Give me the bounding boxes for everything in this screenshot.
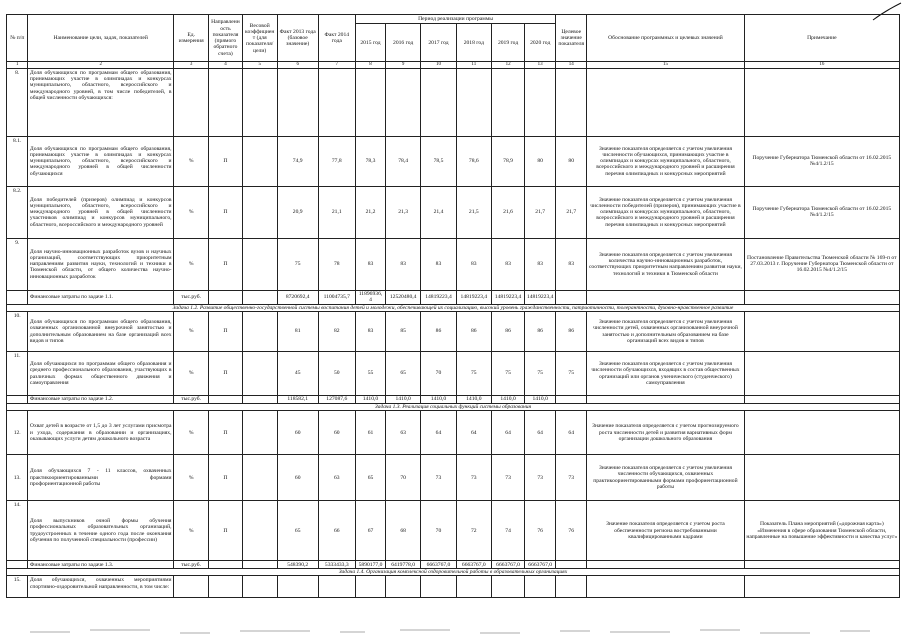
row-unit: %	[174, 455, 209, 501]
finance-2020: 6663767,0	[525, 561, 556, 569]
finance-2014: 127087,6	[318, 396, 355, 404]
row-name: Доля обучающихся 7 - 11 классов, охваченных практикоориентированными формами профориентационной работы	[28, 455, 174, 501]
row-2017: 73	[421, 455, 456, 501]
row-2019: 21,6	[491, 186, 524, 238]
finance-label: Финансовые затраты по задаче 1.1.	[28, 290, 174, 304]
row-no: 8.1.	[7, 136, 28, 186]
row-fact-2014: 21,1	[318, 186, 355, 238]
row-2017	[421, 576, 456, 598]
row-note	[744, 352, 899, 396]
row-rationale: Значение показателя определяется с учетом увеличения численности обучающихся, охваченных практикоориентированными формами профориентационной работы	[587, 455, 744, 501]
task-row-1-4	[7, 569, 900, 576]
row-unit	[174, 68, 209, 136]
row-rationale	[587, 576, 744, 598]
row-2019: 75	[491, 352, 524, 396]
header-target: Целевое значение показателя	[556, 15, 587, 62]
row-2019: 86	[491, 312, 524, 352]
row-2017: 86	[421, 312, 456, 352]
row-no: 11.	[7, 352, 28, 396]
row-fact-2013: 74,9	[277, 136, 318, 186]
row-unit: %	[174, 238, 209, 290]
row-weight	[242, 455, 277, 501]
index-cell: 12	[491, 62, 524, 69]
header-year-2016: 2016 год	[385, 24, 420, 62]
row-unit: %	[174, 352, 209, 396]
header-year-2015: 2015 год	[356, 24, 386, 62]
finance-2013: 548390,2	[277, 561, 318, 569]
row-weight	[242, 238, 277, 290]
finance-2016: 6419778,0	[385, 561, 420, 569]
row-2017: 70	[421, 352, 456, 396]
index-cell: 2	[28, 62, 174, 69]
finance-2017: 6663767,0	[421, 561, 456, 569]
row-weight	[242, 136, 277, 186]
header-year-2017: 2017 год	[421, 24, 456, 62]
header-rationale: Обоснование программных и целевых значений	[587, 15, 744, 62]
row-note	[744, 411, 899, 455]
row-direction: П	[209, 455, 242, 501]
row-direction: П	[209, 186, 242, 238]
task-row-1-3	[7, 404, 900, 411]
finance-unit: тыс.руб.	[174, 561, 209, 569]
finance-blank	[587, 290, 744, 304]
finance-blank	[7, 561, 28, 569]
row-target: 83	[556, 238, 587, 290]
row-2020: 73	[525, 455, 556, 501]
row-2018: 21,5	[456, 186, 491, 238]
finance-2019: 6663767,0	[491, 561, 524, 569]
row-weight	[242, 352, 277, 396]
row-name: Доля обучающихся, охваченных мероприятиями спортивно-оздоровительной направленности, в том числе:	[28, 576, 174, 598]
finance-unit: тыс.руб.	[174, 396, 209, 404]
table-row	[7, 238, 900, 290]
finance-label: Финансовые затраты по задаче 1.3.	[28, 561, 174, 569]
row-direction	[209, 576, 242, 598]
finance-row-task-1-2	[7, 396, 900, 404]
row-rationale: Значение показателя определяется с учетом увеличения численности обучающихся, входящих в состав общественных организаций или органов ученического (студенческого) самоуправления	[587, 352, 744, 396]
row-note: Постановление Правительства Тюменской области № 169-п от 27.03.2013 г. Поручение Губернатора Тюменской области от 16.02.2015 №4/1.2/15	[744, 238, 899, 290]
finance-2020: 1410,0	[525, 396, 556, 404]
row-fact-2013: 60	[277, 455, 318, 501]
row-rationale: Значение показателя определяется с учетом увеличения количества научно-инновационных разработок, соответствующих приоритетным направлениям развития науки, технологий и техники в Тюменской области	[587, 238, 744, 290]
table-row	[7, 352, 900, 396]
row-fact-2013: 65	[277, 501, 318, 561]
row-2015: 78,3	[356, 136, 386, 186]
row-fact-2014	[318, 68, 355, 136]
task-title: Задача 1.2. Развитие общественно-государственной системы воспитания детей и молодежи, обеспечивающей их социализацию, высокий уровень гражданственности, патриотичности, толерантности, духовно-нравственное развитие	[7, 304, 900, 311]
header-year-2018: 2018 год	[456, 24, 491, 62]
row-target: 21,7	[556, 186, 587, 238]
finance-blank	[7, 290, 28, 304]
row-no: 15.	[7, 576, 28, 598]
finance-2013: 118582,1	[277, 396, 318, 404]
row-2015: 21,2	[356, 186, 386, 238]
finance-2015: 11896936,4	[356, 290, 386, 304]
scan-artifact-decoration	[0, 622, 905, 640]
row-2015: 65	[356, 455, 386, 501]
row-note: Поручение Губернатора Тюменской области от 16.02.2015 №4/1.2/15	[744, 186, 899, 238]
row-2015	[356, 576, 386, 598]
finance-2015: 1410,0	[356, 396, 386, 404]
row-target: 80	[556, 136, 587, 186]
row-fact-2013: 60	[277, 411, 318, 455]
row-2015: 83	[356, 312, 386, 352]
row-2015: 61	[356, 411, 386, 455]
row-2018: 78,6	[456, 136, 491, 186]
finance-label: Финансовые затраты по задаче 1.2.	[28, 396, 174, 404]
finance-unit: тыс.руб.	[174, 290, 209, 304]
row-direction: П	[209, 136, 242, 186]
row-name: Доля обучающихся по программам общего образования, принимающих участие в олимпиадах и конкурсах муниципального, областного, всероссийского и международного уровней в общей численности обучающихся	[28, 136, 174, 186]
row-note: Показатель Плана мероприятий («дорожная карта») «Изменения в сфере образования Тюменской области, направленные на повышение эффективности и качества услуг»	[744, 501, 899, 561]
row-2020: 83	[525, 238, 556, 290]
header-row-1	[7, 15, 900, 24]
header-no: № п/п	[7, 15, 28, 62]
finance-2015: 5890177,0	[356, 561, 386, 569]
row-target: 76	[556, 501, 587, 561]
finance-blank	[7, 396, 28, 404]
row-2019: 83	[491, 238, 524, 290]
table-row	[7, 411, 900, 455]
row-fact-2013	[277, 576, 318, 598]
row-weight	[242, 501, 277, 561]
finance-blank	[242, 396, 277, 404]
row-name: Доля обучающихся по программам общего образования, охваченных организованной внеурочной занятостью и дополнительным образованием на базе организаций всех видов и типов	[28, 312, 174, 352]
row-fact-2014: 60	[318, 411, 355, 455]
task-row-1-2	[7, 304, 900, 311]
row-unit: %	[174, 501, 209, 561]
index-cell: 4	[209, 62, 242, 69]
finance-blank	[242, 290, 277, 304]
finance-blank	[744, 396, 899, 404]
finance-2016: 12520480,4	[385, 290, 420, 304]
index-cell: 14	[556, 62, 587, 69]
finance-row-task-1-3	[7, 561, 900, 569]
finance-2013: 8720692,4	[277, 290, 318, 304]
finance-blank	[556, 396, 587, 404]
row-note	[744, 312, 899, 352]
row-rationale: Значение показателя определяется с учетом роста обеспеченности региона востребованными квалифицированными кадрами	[587, 501, 744, 561]
row-2020: 80	[525, 136, 556, 186]
row-2016: 83	[385, 238, 420, 290]
row-no: 8.	[7, 68, 28, 136]
header-note: Примечание	[744, 15, 899, 62]
row-name: Доля обучающихся по программам общего образования, принимающих участие в олимпиадах и конкурсах муниципального, областного, всероссийского и международного уровней, в том числе победителей, в общей численности обучающихся:	[28, 68, 174, 136]
row-2020: 64	[525, 411, 556, 455]
index-cell: 6	[277, 62, 318, 69]
table-row	[7, 501, 900, 561]
row-no: 12.	[7, 411, 28, 455]
row-2020: 75	[525, 352, 556, 396]
row-2018	[456, 68, 491, 136]
row-direction: П	[209, 352, 242, 396]
row-fact-2013: 75	[277, 238, 318, 290]
row-name: Охват детей в возрасте от 1,5 до 3 лет услугами присмотра и ухода, содержания в образовании и организациях, оказывающих услуги детям дошкольного возраста	[28, 411, 174, 455]
row-fact-2013	[277, 68, 318, 136]
row-target: 86	[556, 312, 587, 352]
header-unit: Ед. измерения	[174, 15, 209, 62]
finance-blank	[587, 561, 744, 569]
row-2015: 67	[356, 501, 386, 561]
row-2016: 68	[385, 501, 420, 561]
index-cell: 3	[174, 62, 209, 69]
row-note	[744, 68, 899, 136]
row-weight	[242, 68, 277, 136]
row-direction: П	[209, 238, 242, 290]
row-target	[556, 68, 587, 136]
row-target	[556, 576, 587, 598]
table-row	[7, 186, 900, 238]
row-weight	[242, 411, 277, 455]
row-unit: %	[174, 186, 209, 238]
row-direction: П	[209, 312, 242, 352]
row-2020: 21,7	[525, 186, 556, 238]
row-direction: П	[209, 501, 242, 561]
finance-blank	[242, 561, 277, 569]
row-2017: 70	[421, 501, 456, 561]
row-unit: %	[174, 411, 209, 455]
row-fact-2013: 20,9	[277, 186, 318, 238]
finance-blank	[556, 561, 587, 569]
header-name: Наименование цели, задач, показателей	[28, 15, 174, 62]
row-2018	[456, 576, 491, 598]
finance-2016: 1410,0	[385, 396, 420, 404]
row-unit	[174, 576, 209, 598]
row-rationale: Значение показателя определяется с учетом увеличения численности победителей (призеров), принимающих участие в олимпиадах и конкурсах муниципального, областного, всероссийского и международного уровней и расширения перечня олимпиадных и конкурсных мероприятий	[587, 186, 744, 238]
row-2015: 55	[356, 352, 386, 396]
index-cell: 13	[525, 62, 556, 69]
row-target: 73	[556, 455, 587, 501]
row-weight	[242, 312, 277, 352]
index-cell: 7	[318, 62, 355, 69]
index-cell: 8	[356, 62, 386, 69]
row-unit: %	[174, 136, 209, 186]
finance-blank	[587, 396, 744, 404]
finance-row-task-1-1	[7, 290, 900, 304]
row-2016	[385, 68, 420, 136]
row-unit: %	[174, 312, 209, 352]
row-fact-2014: 66	[318, 501, 355, 561]
row-fact-2013: 45	[277, 352, 318, 396]
row-no: 8.2.	[7, 186, 28, 238]
row-2019: 78,9	[491, 136, 524, 186]
row-2019	[491, 576, 524, 598]
index-cell: 16	[744, 62, 899, 69]
row-2018: 86	[456, 312, 491, 352]
task-title: Задача 1.3. Реализация социальных функций системы образования	[7, 404, 900, 411]
finance-2019: 1410,0	[491, 396, 524, 404]
row-note	[744, 576, 899, 598]
row-2019: 73	[491, 455, 524, 501]
row-direction	[209, 68, 242, 136]
row-fact-2014	[318, 576, 355, 598]
header-fact-2013: Факт 2013 года (базовое значение)	[277, 15, 318, 62]
table-row	[7, 136, 900, 186]
row-target: 75	[556, 352, 587, 396]
row-2017: 78,5	[421, 136, 456, 186]
row-2020: 86	[525, 312, 556, 352]
row-name: Доля победителей (призеров) олимпиад и конкурсов муниципального, областного, всероссийского и международного уровней в общей численности участников олимпиад и конкурсов муниципального, областного, всероссийского и международного уровней	[28, 186, 174, 238]
row-name: Доля научно-инновационных разработок вузов и научных организаций, соответствующих приоритетным направлениям развития науки, технологий и техники в Тюменской области, от общего количества научно-инновационных разработок	[28, 238, 174, 290]
finance-2019: 14819223,4	[491, 290, 524, 304]
row-no: 10.	[7, 312, 28, 352]
row-no: 9.	[7, 238, 28, 290]
row-rationale: Значение показателя определяется с учетом прогнозируемого роста численности детей и развития вариативных форм организации дошкольного образования	[587, 411, 744, 455]
row-2016: 65	[385, 352, 420, 396]
index-cell: 15	[587, 62, 744, 69]
header-direction: Направленность показателя (прямого обратного счета)	[209, 15, 242, 62]
row-weight	[242, 576, 277, 598]
finance-2018: 14819223,4	[456, 290, 491, 304]
finance-2014: 5333433,3	[318, 561, 355, 569]
row-direction: П	[209, 411, 242, 455]
table-row	[7, 68, 900, 136]
row-no: 14.	[7, 501, 28, 561]
row-2020	[525, 68, 556, 136]
row-2017	[421, 68, 456, 136]
header-year-2019: 2019 год	[491, 24, 524, 62]
finance-2014: 11004735,7	[318, 290, 355, 304]
row-fact-2013: 81	[277, 312, 318, 352]
finance-2018: 6663767,0	[456, 561, 491, 569]
row-2018: 72	[456, 501, 491, 561]
row-fact-2014: 78	[318, 238, 355, 290]
table-row	[7, 455, 900, 501]
row-2018: 64	[456, 411, 491, 455]
row-2018: 83	[456, 238, 491, 290]
index-cell: 11	[456, 62, 491, 69]
finance-blank	[209, 290, 242, 304]
column-index-row	[7, 62, 900, 69]
header-weight: Весовой коэффициент (для показателя/ цели)	[242, 15, 277, 62]
row-rationale: Значение показателя определяется с учетом увеличения численности обучающихся, принимающих участие в олимпиадах и конкурсах муниципального, областного, всероссийского и международного уровней и расширения перечня олимпиадных и конкурсных мероприятий	[587, 136, 744, 186]
row-2016: 70	[385, 455, 420, 501]
row-weight	[242, 186, 277, 238]
row-2016	[385, 576, 420, 598]
row-rationale	[587, 68, 744, 136]
row-fact-2014: 50	[318, 352, 355, 396]
row-2016: 21,3	[385, 186, 420, 238]
finance-2018: 1410,0	[456, 396, 491, 404]
row-note: Поручение Губернатора Тюменской области от 16.02.2015 №4/1.2/15	[744, 136, 899, 186]
row-fact-2014: 77,8	[318, 136, 355, 186]
row-rationale: Значение показателя определяется с учетом увеличения численности детей, охваченных организованной внеурочной занятостью и дополнительным образованием на базе организаций всех видов и типов	[587, 312, 744, 352]
finance-2020: 14819223,4	[525, 290, 556, 304]
row-2016: 85	[385, 312, 420, 352]
table-row	[7, 312, 900, 352]
row-2020	[525, 576, 556, 598]
task-title: Задача 1.4. Организация комплексной оздоровительной работы в образовательных организациях	[7, 569, 900, 576]
header-fact-2014: Факт 2014 года	[318, 15, 355, 62]
header-year-2020: 2020 год	[525, 24, 556, 62]
finance-2017: 14819223,4	[421, 290, 456, 304]
row-no: 13.	[7, 455, 28, 501]
row-2017: 64	[421, 411, 456, 455]
row-2015: 83	[356, 238, 386, 290]
row-fact-2014: 82	[318, 312, 355, 352]
index-cell: 1	[7, 62, 28, 69]
index-cell: 5	[242, 62, 277, 69]
row-2020: 76	[525, 501, 556, 561]
index-cell: 10	[421, 62, 456, 69]
row-2018: 75	[456, 352, 491, 396]
row-2016: 63	[385, 411, 420, 455]
row-name: Доля обучающихся по программам общего образования и среднего профессионального образования, участвующих в различных формах общественного движения и самоуправления	[28, 352, 174, 396]
finance-blank	[209, 396, 242, 404]
finance-blank	[556, 290, 587, 304]
row-2019: 64	[491, 411, 524, 455]
finance-2017: 1410,0	[421, 396, 456, 404]
row-2017: 83	[421, 238, 456, 290]
row-target: 64	[556, 411, 587, 455]
finance-blank	[209, 561, 242, 569]
row-2019: 74	[491, 501, 524, 561]
table-row	[7, 576, 900, 598]
finance-blank	[744, 290, 899, 304]
row-2018: 73	[456, 455, 491, 501]
header-period: Период реализации программы	[356, 15, 556, 24]
row-name: Доля выпускников очной формы обучения профессиональных образовательных организаций, трудоустроенных в течение одного года после окончания обучения по полученной специальности (профессии)	[28, 501, 174, 561]
row-2016: 78,4	[385, 136, 420, 186]
row-fact-2014: 63	[318, 455, 355, 501]
index-cell: 9	[385, 62, 420, 69]
row-2019	[491, 68, 524, 136]
row-2015	[356, 68, 386, 136]
row-note	[744, 455, 899, 501]
row-2017: 21,4	[421, 186, 456, 238]
program-indicators-table	[6, 14, 900, 598]
finance-blank	[744, 561, 899, 569]
